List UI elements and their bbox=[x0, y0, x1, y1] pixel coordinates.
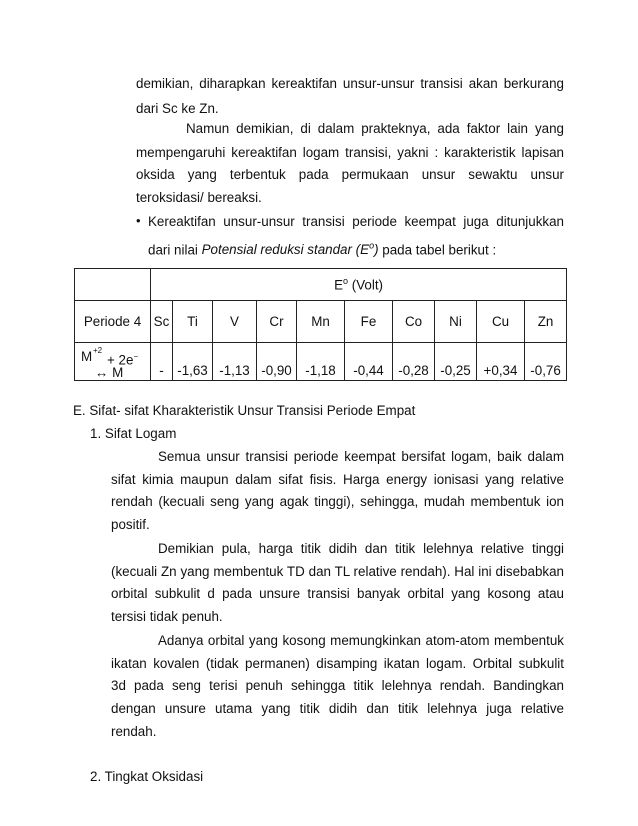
table-element-row bbox=[75, 301, 567, 343]
reaction-arrow: ↔ M bbox=[95, 364, 124, 380]
reaction-cell bbox=[75, 343, 151, 381]
element-cell: Cr bbox=[257, 301, 297, 343]
bullet-line-2-post: pada tabel berikut : bbox=[378, 242, 497, 258]
bullet-line-2-pre: dari nilai bbox=[148, 242, 202, 258]
intro-line-1: demikian, diharapkan kereaktifan unsur-unsur transisi akan berkurang bbox=[136, 76, 564, 91]
element-cell: Ni bbox=[435, 301, 477, 343]
table-header-cell bbox=[151, 269, 567, 301]
p1-line-4: positif. bbox=[111, 517, 150, 532]
value-cell: -0,28 bbox=[393, 343, 435, 381]
p1-line-3: rendah (kecuali seng yang agak tinggi), sehingga, mudah membentuk ion bbox=[111, 494, 564, 509]
intro-line-2: dari Sc ke Zn. bbox=[136, 101, 219, 116]
bullet-icon: • bbox=[136, 213, 141, 228]
value-cell: -1,13 bbox=[213, 343, 257, 381]
reaction-e-sup: − bbox=[133, 351, 139, 361]
bullet-line-2 bbox=[148, 238, 496, 258]
reaction-charge: +2 bbox=[93, 345, 103, 355]
p1-line-1: Semua unsur transisi periode keempat bersifat logam, baik dalam bbox=[158, 449, 564, 464]
bullet-line-1: Kereaktifan unsur-unsur transisi periode keempat juga ditunjukkan bbox=[148, 214, 564, 229]
p1-line-2: sifat kimia maupun dalam sifat fisis. Harga energy ionisasi yang relative bbox=[111, 472, 564, 487]
element-cell: Ti bbox=[173, 301, 213, 343]
value-cell: -0,25 bbox=[435, 343, 477, 381]
row-label-cell: Periode 4 bbox=[75, 301, 151, 343]
element-cell: Sc bbox=[151, 301, 173, 343]
intro-line-4: mempengaruhi kereaktifan logam transisi, yakni : karakteristik lapisan bbox=[136, 145, 564, 160]
potential-sup: o bbox=[369, 241, 375, 251]
reduction-potential-table bbox=[74, 268, 567, 381]
p3-line-1: Adanya orbital yang kosong memungkinkan atom-atom membentuk bbox=[158, 633, 564, 648]
reaction-m: M bbox=[81, 348, 93, 364]
value-cell: -0,76 bbox=[525, 343, 567, 381]
p3-line-4: dengan unsure utama yang titik didih dan titik lelehnya juga relative bbox=[111, 701, 564, 716]
reaction-plus-text: + 2e bbox=[107, 351, 134, 367]
p3-line-3: 3d pada seng terisi penuh sehingga titik lelehnya rendah. Bandingkan bbox=[111, 678, 564, 693]
value-cell: -1,18 bbox=[297, 343, 345, 381]
p2-line-3: orbital subkulit d pada unsure transisi banyak orbital yang kosong atau bbox=[111, 586, 564, 601]
table-corner-cell bbox=[75, 269, 151, 301]
bullet-line-2-italic bbox=[202, 242, 379, 257]
element-cell: Cu bbox=[477, 301, 525, 343]
table-value-row bbox=[75, 343, 567, 381]
header-sup: o bbox=[343, 276, 349, 287]
section-e-heading: E. Sifat- sifat Kharakteristik Unsur Transisi Periode Empat bbox=[73, 403, 416, 418]
element-cell: Co bbox=[393, 301, 435, 343]
value-cell: -0,44 bbox=[345, 343, 393, 381]
element-cell: Zn bbox=[525, 301, 567, 343]
potential-label: Potensial reduksi standar (E bbox=[201, 242, 370, 258]
value-cell: +0,34 bbox=[477, 343, 525, 381]
p3-line-2: ikatan kovalen (tidak permanen) disamping ikatan logam. Orbital subkulit bbox=[111, 656, 564, 671]
intro-line-6: teroksidasi/ bereaksi. bbox=[136, 190, 262, 205]
p3-line-5: rendah. bbox=[111, 724, 157, 739]
element-cell: Mn bbox=[297, 301, 345, 343]
intro-line-5: oksida yang terbentuk pada permukaan unsur sewaktu unsur bbox=[136, 167, 564, 182]
header-e: E bbox=[334, 277, 344, 293]
intro-line-3: Namun demikian, di dalam prakteknya, ada faktor lain yang bbox=[186, 121, 564, 136]
value-cell: - bbox=[151, 343, 173, 381]
p2-line-2: (kecuali Zn yang membentuk TD dan TL relative rendah). Hal ini disebabkan bbox=[111, 564, 564, 579]
potential-close: ) bbox=[374, 242, 379, 258]
element-cell: V bbox=[213, 301, 257, 343]
p2-line-4: tersisi tidak penuh. bbox=[111, 609, 223, 624]
subsection-1-heading: 1. Sifat Logam bbox=[90, 426, 177, 441]
element-cell: Fe bbox=[345, 301, 393, 343]
value-cell: -1,63 bbox=[173, 343, 213, 381]
subsection-2-heading: 2. Tingkat Oksidasi bbox=[90, 769, 204, 784]
p2-line-1: Demikian pula, harga titik didih dan titik lelehnya relative tinggi bbox=[158, 541, 564, 556]
header-unit: (Volt) bbox=[348, 277, 384, 293]
table-header-row bbox=[75, 269, 567, 301]
value-cell: -0,90 bbox=[257, 343, 297, 381]
